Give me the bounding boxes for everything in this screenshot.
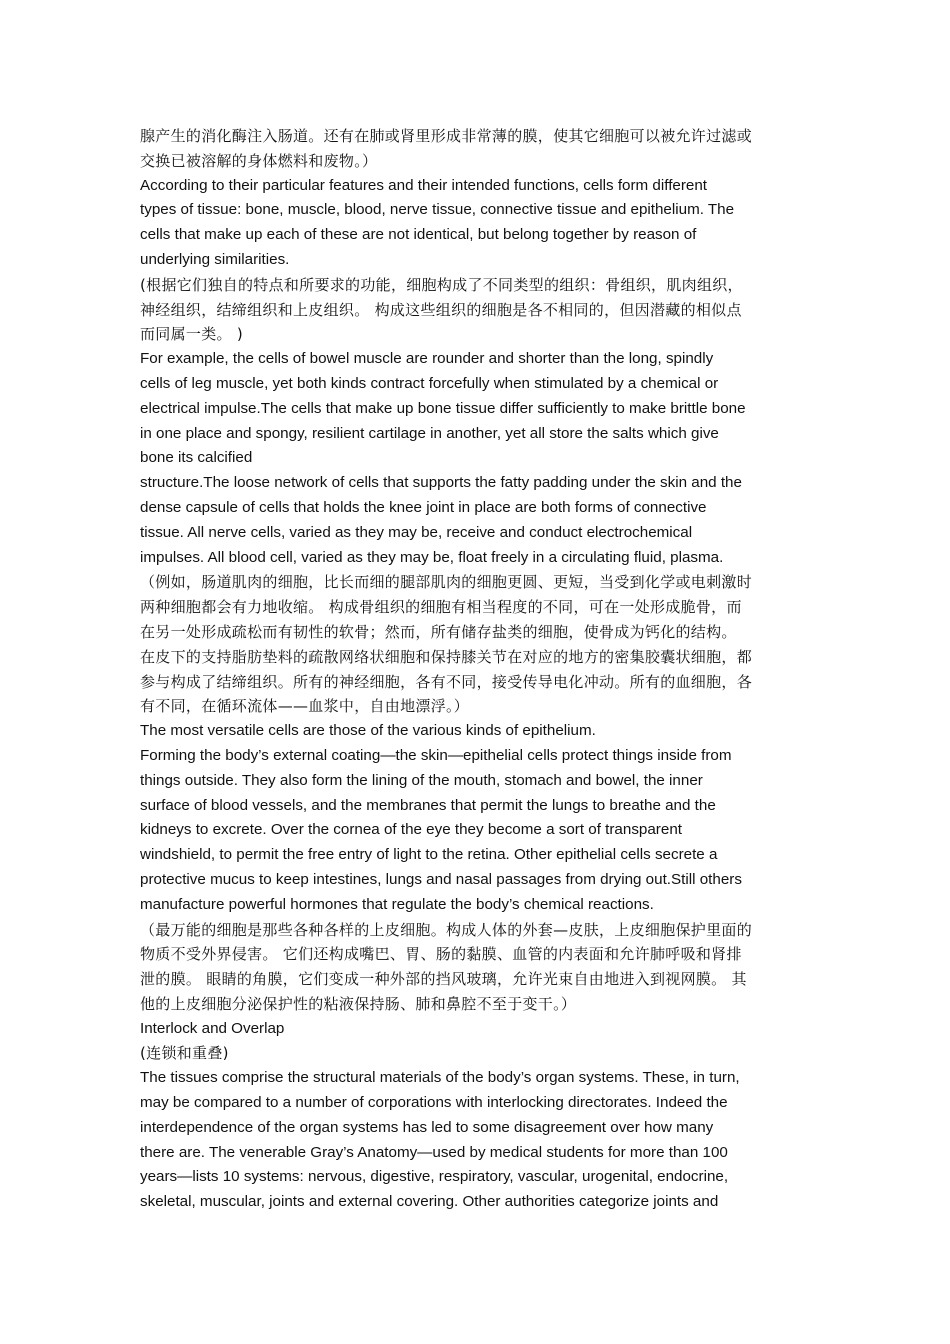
text-line: skeletal, muscular, joints and external covering. Other authorities categorize joints and xyxy=(140,1193,719,1211)
text-line: (连锁和重叠) xyxy=(140,1044,229,1063)
text-line: 参与构成了结缔组织。所有的神经细胞，各有不同，接受传导电化冲动。所有的血细胞，各 xyxy=(140,672,753,691)
text-line: According to their particular features and their intended functions, cells form different xyxy=(140,176,708,194)
text-line: 交换已被溶解的身体燃料和废物。） xyxy=(140,151,378,170)
text-line: bone its calcified xyxy=(140,449,253,467)
text-line: 他的上皮细胞分泌保护性的粘液保持肠、肺和鼻腔不至于变干。） xyxy=(140,994,577,1013)
english-paragraph xyxy=(140,719,820,917)
text-line: 在皮下的支持脂肪垫料的疏散网络状细胞和保持膝关节在对应的地方的密集胶囊状细胞，都 xyxy=(140,647,753,666)
chinese-paragraph xyxy=(140,918,820,1017)
english-paragraph xyxy=(140,1017,820,1042)
text-line: 有不同，在循环流体——血浆中，自由地漂浮。） xyxy=(140,697,470,716)
text-line: types of tissue: bone, muscle, blood, nerve tissue, connective tissue and epithelium. The xyxy=(140,201,735,219)
text-line: 物质不受外界侵害。 它们还构成嘴巴、胃、肠的黏膜、血管的内表面和允许肺呼吸和肾排 xyxy=(140,945,742,964)
text-line: underlying similarities. xyxy=(140,250,290,268)
text-line: (根据它们独自的特点和所要求的功能，细胞构成了不同类型的组织：骨组织，肌肉组织， xyxy=(140,275,743,294)
text-line: 腺产生的消化酶注入肠道。还有在肺或肾里形成非常薄的膜，使其它细胞可以被允许过滤或 xyxy=(140,127,753,145)
text-line: protective mucus to keep intestines, lungs and nasal passages from drying out.Still others xyxy=(140,870,742,888)
chinese-paragraph xyxy=(140,570,820,719)
text-line: The tissues comprise the structural materials of the body’s organ systems. These, in turn, xyxy=(140,1069,740,1087)
chinese-paragraph xyxy=(140,1041,820,1066)
text-line: years—lists 10 systems: nervous, digestive, respiratory, vascular, urogenital, endocrine, xyxy=(140,1168,729,1186)
text-line: things outside. They also form the lining of the mouth, stomach and bowel, the inner xyxy=(140,771,703,789)
text-line: there are. The venerable Gray’s Anatomy—used by medical students for more than 100 xyxy=(140,1143,728,1161)
text-line: 在另一处形成疏松而有韧性的软骨；然而，所有储存盐类的细胞，使骨成为钙化的结构。 xyxy=(140,622,737,641)
text-line: cells of leg muscle, yet both kinds contract forcefully when stimulated by a chemical or xyxy=(140,374,719,392)
text-line: windshield, to permit the free entry of light to the retina. Other epithelial cells secrete a xyxy=(140,846,718,864)
text-line: 泄的膜。 眼睛的角膜，它们变成一种外部的挡风玻璃，允许光束自由地进入到视网膜。 其 xyxy=(140,970,747,989)
chinese-paragraph xyxy=(140,273,820,347)
text-line: tissue. All nerve cells, varied as they may be, receive and conduct electrochemical xyxy=(140,523,693,541)
text-line: 而同属一类。 ) xyxy=(140,325,244,344)
text-line: 两种细胞都会有力地收缩。 构成骨组织的细胞有相当程度的不同，可在一处形成脆骨，而 xyxy=(140,598,742,617)
text-line: surface of blood vessels, and the membranes that permit the lungs to breathe and the xyxy=(140,796,716,814)
english-paragraph xyxy=(140,174,820,273)
text-line: （例如，肠道肌肉的细胞，比长而细的腿部肌肉的细胞更圆、更短，当受到化学或电刺激时 xyxy=(140,573,753,592)
text-line: structure.The loose network of cells that supports the fatty padding under the skin and the xyxy=(140,474,742,492)
english-paragraph xyxy=(140,1066,820,1215)
text-line: in one place and spongy, resilient cartilage in another, yet all store the salts which give xyxy=(140,424,719,442)
text-line: impulses. All blood cell, varied as they may be, float freely in a circulating fluid, plasma. xyxy=(140,548,724,566)
text-line: dense capsule of cells that holds the knee joint in place are both forms of connective xyxy=(140,498,707,516)
text-line: manufacture powerful hormones that regulate the body’s chemical reactions. xyxy=(140,895,654,913)
text-line: electrical impulse.The cells that make up bone tissue differ sufficiently to make brittle bone xyxy=(140,399,746,417)
text-line: For example, the cells of bowel muscle are rounder and shorter than the long, spindly xyxy=(140,350,714,368)
text-line: Interlock and Overlap xyxy=(140,1019,285,1037)
text-line: interdependence of the organ systems has led to some disagreement over how many xyxy=(140,1118,714,1136)
text-line: 神经组织，结缔组织和上皮组织。 构成这些组织的细胞是各不相同的，但因潜藏的相似点 xyxy=(140,300,742,319)
text-line: Forming the body’s external coating—the skin—epithelial cells protect things inside from xyxy=(140,746,732,764)
english-paragraph xyxy=(140,347,820,570)
text-line: The most versatile cells are those of the various kinds of epithelium. xyxy=(140,722,596,740)
text-line: cells that make up each of these are not identical, but belong together by reason of xyxy=(140,226,697,244)
document-page xyxy=(140,124,820,1215)
text-line: may be compared to a number of corporations with interlocking directorates. Indeed the xyxy=(140,1094,728,1112)
text-line: （最万能的细胞是那些各种各样的上皮细胞。构成人体的外套—皮肤，上皮细胞保护里面的 xyxy=(140,920,753,939)
chinese-paragraph xyxy=(140,124,820,174)
text-line: kidneys to excrete. Over the cornea of the eye they become a sort of transparent xyxy=(140,821,682,839)
